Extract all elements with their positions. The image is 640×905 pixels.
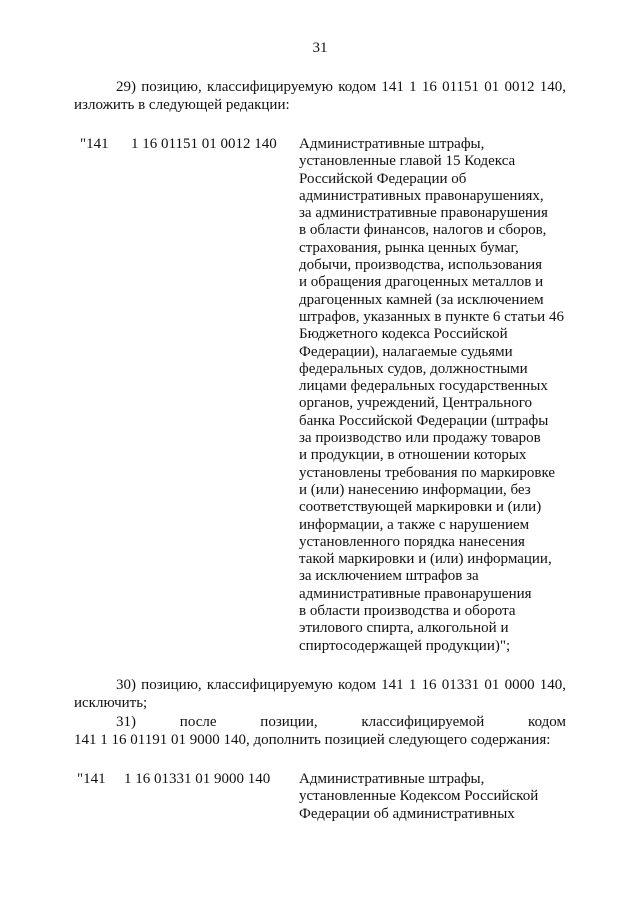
description-line: Административные штрафы, — [299, 136, 485, 152]
code-description-2 — [299, 771, 589, 823]
item-31-line-1: 31) после позиции, классифицируемой кодом — [116, 714, 566, 730]
code-prefix: "141 — [80, 136, 109, 152]
description-line: в области финансов, налогов и сборов, — [299, 222, 547, 239]
description-line: Бюджетного кодекса Российской — [299, 326, 508, 343]
description-line: драгоценных камней (за исключением — [299, 291, 544, 308]
description-line: информации, а также с нарушением — [299, 516, 530, 533]
item-31-paragraph — [74, 713, 566, 749]
description-line: такой маркировки и (или) информации, — [299, 551, 552, 568]
description-line: и продукции, в отношении которых — [299, 447, 527, 464]
item-29-line-1: 29) позицию, классифицируемую кодом 141 1 16 01151 01 0012 140, — [116, 79, 566, 95]
page-number: 31 — [312, 40, 328, 56]
description-line: органов, учреждений, Центрального — [299, 395, 533, 412]
item-29-paragraph — [74, 78, 566, 114]
description-line: административные правонарушения — [299, 585, 532, 602]
description-line: и обращения драгоценных металлов и — [299, 274, 544, 291]
item-31-line-2: 141 1 16 01191 01 9000 140, дополнить позицией следующего содержания: — [74, 732, 551, 748]
description-line: за административные правонарушения — [299, 205, 548, 222]
description-line: установленные Кодексом Российской — [299, 788, 539, 805]
description-line: и (или) нанесению информации, без — [299, 481, 531, 498]
description-line: установленные главой 15 Кодекса — [299, 153, 516, 170]
code-prefix: "141 — [77, 771, 106, 787]
description-line: штрафов, указанных в пункте 6 статьи 46 — [299, 308, 564, 325]
item-30-line-2: исключить; — [74, 695, 148, 711]
description-line: в области производства и оборота — [299, 603, 516, 620]
description-line: Российской Федерации об — [299, 170, 467, 187]
description-line: Федерации об административных — [299, 805, 515, 822]
description-line: банка Российской Федерации (штрафы — [299, 412, 549, 429]
description-line: федеральных судов, должностными — [299, 360, 528, 377]
description-line: этилового спирта, алкогольной и — [299, 620, 509, 637]
description-line: спиртосодержащей продукции)"; — [299, 637, 511, 654]
description-line: за исключением штрафов за — [299, 568, 479, 585]
item-30-line-1: 30) позицию, классифицируемую кодом 141 1 16 01331 01 0000 140, — [116, 677, 566, 693]
description-line: лицами федеральных государственных — [299, 378, 548, 395]
description-line: соответствующей маркировки и (или) — [299, 499, 542, 516]
item-30-paragraph — [74, 676, 566, 712]
description-line: установленного порядка нанесения — [299, 533, 525, 550]
item-29-line-2: изложить в следующей редакции: — [74, 97, 290, 113]
code-number: 1 16 01331 01 9000 140 — [124, 771, 271, 787]
description-line: добычи, производства, использования — [299, 257, 543, 274]
description-line: страхования, рынка ценных бумаг, — [299, 239, 519, 256]
description-line: Административные штрафы, — [299, 771, 485, 787]
code-number: 1 16 01151 01 0012 140 — [131, 136, 277, 152]
description-line: установлены требования по маркировке — [299, 464, 556, 481]
description-line: за производство или продажу товаров — [299, 430, 541, 447]
description-line: Федерации), налагаемые судьями — [299, 343, 513, 360]
code-description-1 — [299, 136, 589, 655]
description-line: административных правонарушениях, — [299, 187, 544, 204]
